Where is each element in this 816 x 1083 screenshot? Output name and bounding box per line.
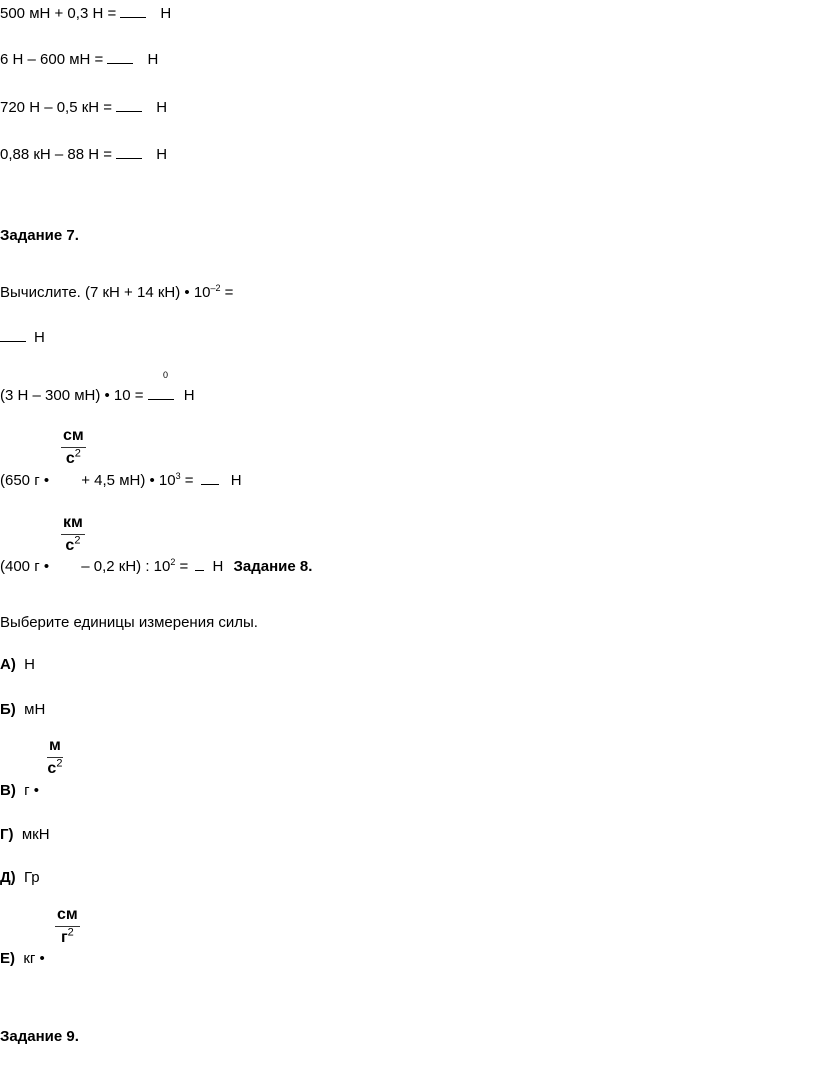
task-7-intro [0, 283, 233, 303]
fraction-bar [61, 447, 86, 448]
equation-expr: (3 Н – 300 мН) • 10 = [0, 387, 148, 404]
equation-expr: 500 мН + 0,3 Н = [0, 5, 121, 22]
fraction-denominator: $с^2$ [65, 447, 81, 467]
fraction-cm-g2 [55, 906, 80, 947]
equation-unit: Н [34, 329, 45, 346]
equation-unit: Н [183, 387, 195, 404]
option-g[interactable] [0, 825, 50, 845]
equation-line-1 [0, 3, 171, 24]
equation-expr: 0,88 кН – 88 Н = [0, 146, 117, 163]
equation-unit: Н [230, 472, 242, 489]
fraction-denominator: $г^2$ [60, 926, 74, 946]
intro-text: Вычислите. (7 кН + 14 кН) • 10 [0, 284, 211, 301]
option-text: кг • [23, 950, 45, 967]
option-label: Б) [0, 701, 16, 718]
answer-blank[interactable] [116, 144, 142, 159]
answer-blank[interactable] [0, 327, 26, 342]
answer-blank[interactable] [148, 385, 174, 400]
equation-unit: Н [160, 5, 172, 22]
option-d[interactable] [0, 868, 40, 888]
fraction-km-s2 [61, 514, 85, 555]
answer-blank[interactable] [201, 470, 219, 485]
option-text: Гр [24, 869, 40, 886]
fraction-numerator: км [63, 514, 83, 531]
fraction-numerator: см [63, 427, 84, 444]
exponent: 3 [175, 471, 181, 481]
option-label: В) [0, 782, 16, 799]
task-7-line-3 [0, 470, 242, 491]
answer-blank[interactable] [195, 556, 204, 571]
equation-line-4 [0, 144, 167, 165]
option-text: мкН [21, 826, 50, 843]
equation-unit: Н [147, 51, 159, 68]
task-7-heading: Задание 7. [0, 227, 79, 244]
equals: = [180, 472, 198, 489]
option-e[interactable] [0, 949, 45, 969]
option-text: мН [24, 701, 46, 718]
option-label: Г) [0, 826, 14, 843]
equation-expr: 720 Н – 0,5 кН = [0, 99, 117, 116]
equation-unit: Н [156, 146, 168, 163]
exponent: 2 [170, 557, 176, 567]
option-v[interactable] [0, 781, 39, 801]
answer-blank[interactable] [116, 97, 142, 112]
answer-blank[interactable] [107, 49, 133, 64]
task-8-intro: Выберите единицы измерения силы. [0, 614, 258, 631]
fraction-denominator: $с^2$ [47, 757, 63, 777]
option-b[interactable] [0, 700, 45, 720]
fraction-bar [61, 534, 85, 535]
fraction-cm-s2 [61, 427, 86, 468]
option-label: Д) [0, 869, 16, 886]
task-7-line-4 [0, 556, 312, 577]
answer-blank[interactable] [120, 3, 146, 18]
option-label: Е) [0, 950, 15, 967]
fraction-numerator: м [49, 737, 61, 754]
line-start: (400 г • [0, 558, 54, 575]
line-2-exponent: 0 [163, 370, 169, 380]
equation-line-3 [0, 97, 167, 118]
option-text: г • [24, 782, 40, 799]
equation-expr: 6 Н – 600 мН = [0, 51, 108, 68]
task-7-answer-1 [0, 327, 45, 348]
line-rest: – 0,2 кН) : 10 [81, 558, 171, 575]
equals: = [175, 558, 193, 575]
line-start: (650 г • [0, 472, 54, 489]
fraction-numerator: см [57, 906, 78, 923]
option-label: А) [0, 656, 16, 673]
exponent: –2 [210, 283, 221, 293]
fraction-denominator: $с^2$ [65, 534, 81, 554]
option-text: Н [24, 656, 36, 673]
line-rest: + 4,5 мН) • 10 [81, 472, 176, 489]
task-8-heading: Задание 8. [233, 558, 313, 575]
task-9-heading: Задание 9. [0, 1028, 79, 1045]
equals: = [220, 284, 234, 301]
equation-line-2 [0, 49, 158, 70]
equation-unit: Н [212, 558, 224, 575]
option-a[interactable] [0, 655, 35, 675]
task-7-line-2 [0, 385, 195, 406]
fraction-m-s2 [47, 737, 63, 778]
equation-unit: Н [156, 99, 168, 116]
